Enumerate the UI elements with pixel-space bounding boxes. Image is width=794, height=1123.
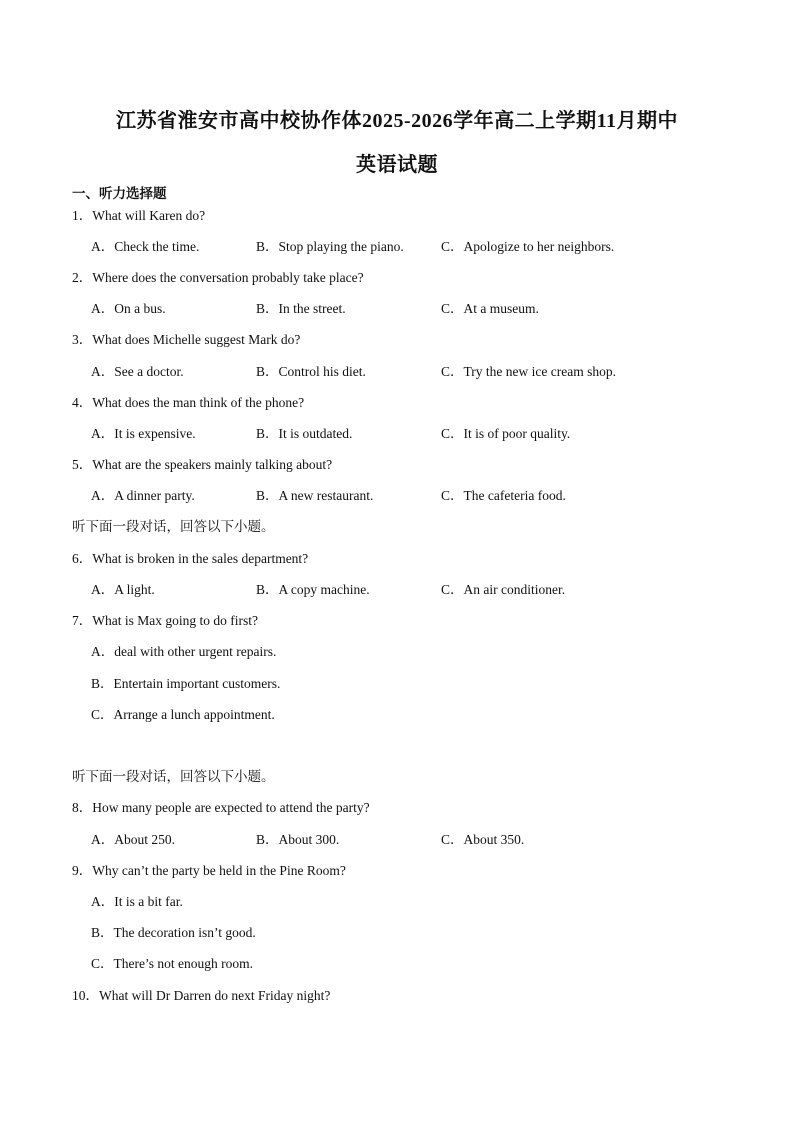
question-8: 8．How many people are expected to attend the party? bbox=[72, 800, 370, 815]
q3-option-a: A．See a doctor. bbox=[91, 364, 184, 379]
question-4: 4．What does the man think of the phone? bbox=[72, 395, 305, 410]
question-2: 2．Where does the conversation probably take place? bbox=[72, 270, 364, 285]
q6-option-c: C．An air conditioner. bbox=[441, 582, 566, 597]
q8-option-b: B．About 300. bbox=[256, 832, 340, 847]
listening-instruction-2: 听下面一段对话，回答以下小题。 bbox=[72, 769, 275, 785]
q6-option-b: B．A copy machine. bbox=[256, 582, 370, 597]
section-heading-listening: 一、听力选择题 bbox=[72, 186, 167, 202]
q6-option-a: A．A light. bbox=[91, 582, 155, 597]
question-3: 3．What does Michelle suggest Mark do? bbox=[72, 332, 301, 347]
q7-option-a: A．deal with other urgent repairs. bbox=[91, 644, 277, 659]
question-1: 1．What will Karen do? bbox=[72, 208, 206, 223]
q1-option-c: C．Apologize to her neighbors. bbox=[441, 239, 615, 254]
q1-option-b: B．Stop playing the piano. bbox=[256, 239, 404, 254]
q4-option-a: A．It is expensive. bbox=[91, 426, 196, 441]
q9-option-a: A．It is a bit far. bbox=[91, 894, 183, 909]
question-7: 7．What is Max going to do first? bbox=[72, 613, 258, 628]
q5-option-a: A．A dinner party. bbox=[91, 488, 195, 503]
q8-option-c: C．About 350. bbox=[441, 832, 525, 847]
q7-option-b: B．Entertain important customers. bbox=[91, 676, 281, 691]
q5-option-c: C．The cafeteria food. bbox=[441, 488, 566, 503]
q2-option-a: A．On a bus. bbox=[91, 301, 166, 316]
question-9: 9．Why can’t the party be held in the Pine Room? bbox=[72, 863, 346, 878]
q3-option-c: C．Try the new ice cream shop. bbox=[441, 364, 616, 379]
q3-option-b: B．Control his diet. bbox=[256, 364, 366, 379]
exam-title-line2: 英语试题 bbox=[356, 154, 438, 176]
q7-option-c: C．Arrange a lunch appointment. bbox=[91, 707, 275, 722]
q4-option-c: C．It is of poor quality. bbox=[441, 426, 571, 441]
q9-option-c: C．There’s not enough room. bbox=[91, 956, 253, 971]
q8-option-a: A．About 250. bbox=[91, 832, 175, 847]
question-5: 5．What are the speakers mainly talking about? bbox=[72, 457, 333, 472]
listening-instruction: 听下面一段对话，回答以下小题。 bbox=[72, 519, 275, 535]
question-10: 10．What will Dr Darren do next Friday night? bbox=[72, 988, 331, 1003]
q4-option-b: B．It is outdated. bbox=[256, 426, 353, 441]
q5-option-b: B．A new restaurant. bbox=[256, 488, 374, 503]
q1-option-a: A．Check the time. bbox=[91, 239, 200, 254]
q2-option-c: C．At a museum. bbox=[441, 301, 539, 316]
exam-title-line1: 江苏省淮安市高中校协作体2025-2026学年高二上学期11月期中 bbox=[115, 110, 679, 132]
q2-option-b: B．In the street. bbox=[256, 301, 346, 316]
q9-option-b: B．The decoration isn’t good. bbox=[91, 925, 256, 940]
question-6: 6．What is broken in the sales department? bbox=[72, 551, 309, 566]
